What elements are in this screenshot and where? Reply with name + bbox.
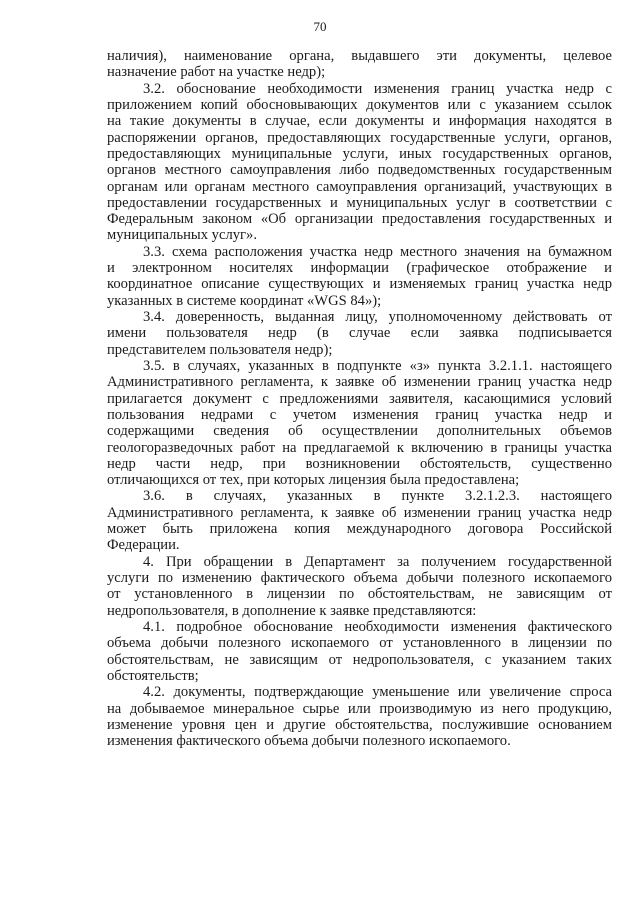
paragraph-continuation [107, 48, 612, 81]
text-line: 4.2. документы, подтверждающие уменьшение или увеличение спроса [143, 684, 612, 701]
text-line: муниципальных услуг». [107, 227, 257, 244]
paragraph-3-5 [107, 358, 612, 489]
text-line: изменения фактического объема добычи полезного ископаемого. [107, 733, 511, 750]
text-line: предоставляющих муниципальные услуги, иных государственных органов, [107, 145, 612, 162]
paragraph-3-6 [107, 488, 612, 553]
text-line: распоряжении органов, предоставляющих государственные услуги, органов, [107, 129, 612, 146]
text-line: 3.6. в случаях, указанных в пункте 3.2.1.2.3. настоящего [143, 488, 612, 505]
paragraph-4 [107, 554, 612, 619]
text-line: на такие документы в случае, если документы и информация находятся в [107, 113, 612, 130]
paragraph-3-3 [107, 244, 612, 309]
document-body [107, 48, 612, 749]
text-line: 3.4. доверенность, выданная лицу, уполномоченному действовать от [143, 309, 612, 325]
text-line: услуги по изменению фактического объема добычи полезного ископаемого [107, 570, 612, 586]
paragraph-3-4 [107, 309, 612, 358]
text-line: 4.1. подробное обоснование необходимости изменения фактического [143, 618, 612, 635]
text-line: прилагается документ с предложениями заявителя, касающимися условий [107, 390, 612, 407]
text-line: и электронном носителях информации (графическое отображение и [107, 260, 612, 277]
text-line: 3.5. в случаях, указанных в подпункте «з» пункта 3.2.1.1. настоящего [143, 357, 612, 374]
text-line: от установленного в лицензии по обстоятельствам, не зависящим от [107, 586, 612, 603]
text-line: может быть приложена копия международного договора Российской [107, 521, 612, 538]
text-line: 3.2. обоснование необходимости изменения границ участка недр с [143, 80, 612, 97]
text-line: пользования недрами с учетом изменения границ участка недр и [107, 406, 612, 423]
text-line: наличия), наименование органа, выдавшего эти документы, целевое [107, 48, 612, 64]
text-line: Административного регламента, к заявке об изменении границ участка недр [107, 374, 612, 391]
text-line: представителем пользователя недр); [107, 341, 333, 358]
text-line: координатное описание существующих и изменяемых границ участка недр [107, 276, 612, 293]
text-line: отличающихся от тех, при которых лицензия была предоставлена; [107, 472, 520, 489]
text-line: 3.3. схема расположения участка недр местного значения на бумажном [143, 243, 612, 260]
text-line: недр части недр, при возникновении обстоятельств, существенно [107, 455, 612, 472]
paragraph-4-2 [107, 684, 612, 749]
text-line: обстоятельствам, не зависящим от недропользователя, с указанием таких [107, 651, 612, 668]
text-line: указанных в системе координат «WGS 84»); [107, 292, 382, 309]
text-line: органов местного самоуправления либо подведомственных государственным [107, 162, 612, 179]
text-line: имени пользователя недр (в случае если заявка подписывается [107, 325, 612, 342]
text-line: 4. При обращении в Департамент за получением государственной [143, 553, 612, 570]
text-line: содержащими сведения об осуществлении дополнительных объемов [107, 423, 612, 440]
text-line: изменение уровня цен и другие обстоятельства, послужившие основанием [107, 716, 612, 733]
paragraph-4-1 [107, 619, 612, 684]
text-line: обстоятельств; [107, 667, 199, 684]
text-line: Федеральным законом «Об организации предоставления государственных и [107, 211, 612, 228]
text-line: органам или органам местного самоуправления организаций, участвующих в [107, 178, 612, 195]
text-line: на добываемое минеральное сырье или производимую из него продукцию, [107, 700, 612, 717]
text-line: Административного регламента, к заявке об изменении границ участка недр [107, 504, 612, 521]
text-line: недропользователя, в дополнение к заявке представляются: [107, 602, 477, 619]
text-line: Федерации. [107, 537, 180, 554]
text-line: объема добычи полезного ископаемого от установленного в лицензии по [107, 635, 612, 652]
text-line: геологоразведочных работ на предлагаемой к включению в границы участка [107, 439, 612, 456]
text-line: предоставлении государственных и муниципальных услуг в соответствии с [107, 194, 612, 211]
page-number: 70 [313, 19, 327, 34]
paragraph-3-2 [107, 81, 612, 244]
text-line: приложением копий обосновывающих документов или с указанием ссылок [107, 96, 612, 113]
text-line: назначение работ на участке недр); [107, 64, 326, 81]
